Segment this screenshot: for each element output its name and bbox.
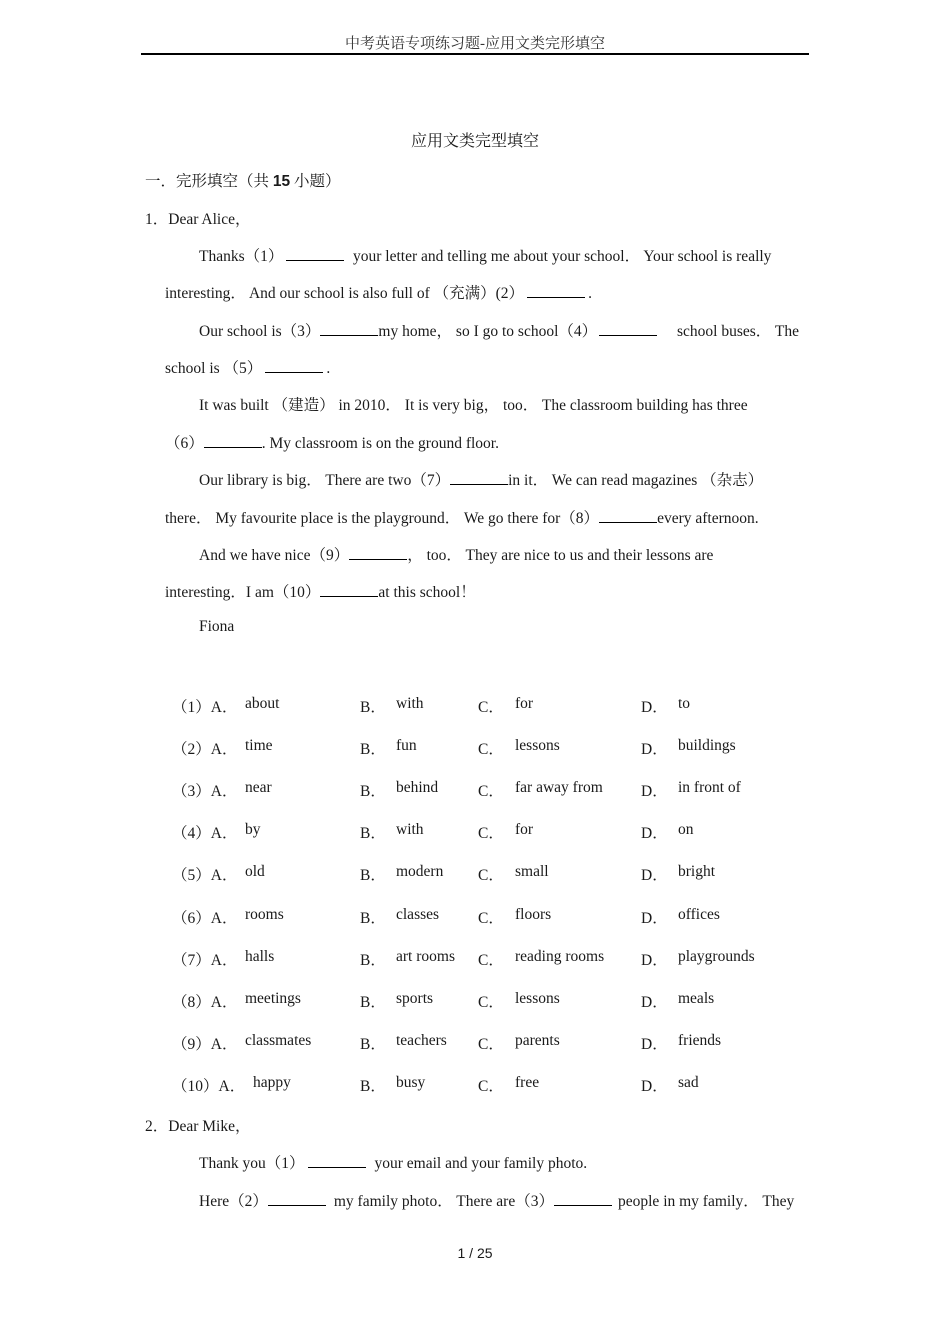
option-2-dl: D．: [641, 741, 668, 759]
option-6-cl: C．: [478, 909, 504, 927]
option-2-bl: B．: [360, 741, 386, 759]
option-1-b[interactable]: with: [396, 695, 424, 712]
option-8-b[interactable]: sports: [396, 989, 434, 1007]
option-9-cl: C．: [478, 1035, 504, 1053]
option-1-cl: C．: [478, 699, 504, 716]
option-10-c[interactable]: free: [515, 1073, 540, 1091]
option-9-dl: D．: [641, 1035, 668, 1053]
option-6-num: （6）A．: [172, 909, 238, 927]
option-10-a[interactable]: happy: [253, 1073, 291, 1091]
document-title: 应用文类完型填空: [410, 133, 539, 150]
option-7-dl: D．: [641, 951, 668, 969]
q1-para2-line1: [199, 319, 665, 341]
option-9-num: （9）A．: [172, 1035, 238, 1053]
option-10-num: （10）A．: [172, 1077, 246, 1095]
page-header-title: 中考英语专项练习题-应用文类完形填空: [345, 36, 605, 52]
blank-6[interactable]: [204, 446, 262, 448]
option-1-dl: D．: [641, 699, 668, 716]
option-6-d[interactable]: offices: [678, 905, 720, 923]
option-8-dl: D．: [641, 993, 668, 1011]
option-9-bl: B．: [360, 1035, 386, 1053]
option-5-dl: D．: [641, 867, 668, 885]
option-2-cl: C．: [478, 741, 504, 759]
q1-text: Thanks（1）: [199, 248, 284, 265]
q2-greeting: 2．Dear Mike，: [145, 1118, 251, 1135]
section-suffix: 小题）: [294, 173, 341, 190]
q2-para2: [199, 1189, 620, 1211]
header-divider: [141, 53, 809, 55]
option-5-a[interactable]: old: [245, 863, 265, 881]
q1-text: my home， so I go to school（4）: [378, 323, 598, 340]
option-7-cl: C．: [478, 951, 504, 969]
blank-1[interactable]: [286, 259, 344, 261]
option-6-c[interactable]: floors: [515, 905, 552, 923]
option-4-dl: D．: [641, 825, 668, 843]
option-7-num: （7）A．: [172, 951, 238, 969]
q1-text: interesting．I am（10）: [165, 584, 321, 601]
option-9-a[interactable]: classmates: [245, 1031, 312, 1049]
q1-text: in it． We can read magazines （杂志）: [508, 472, 764, 489]
option-3-b[interactable]: behind: [396, 779, 439, 797]
blank-q2-1[interactable]: [308, 1166, 366, 1168]
q1-text: .: [588, 285, 592, 302]
option-8-bl: B．: [360, 993, 386, 1011]
option-4-num: （4）A．: [172, 825, 238, 843]
option-3-d[interactable]: in front of: [678, 779, 741, 797]
option-9-b[interactable]: teachers: [396, 1031, 447, 1049]
blank-7[interactable]: [450, 483, 508, 485]
q2-text: Thank you（1）: [199, 1155, 305, 1172]
q2-text: your email and your family photo.: [374, 1155, 588, 1172]
option-3-cl: C．: [478, 783, 504, 801]
option-4-cl: C．: [478, 825, 504, 843]
q1-text: interesting． And our school is also full of （充满）(2）: [165, 285, 525, 302]
option-4-a[interactable]: by: [245, 821, 261, 839]
q1-para2-line1-cont: school buses． The: [677, 323, 799, 340]
q1-para5-line1: [199, 543, 713, 565]
option-3-c[interactable]: far away from: [515, 779, 603, 797]
option-8-a[interactable]: meetings: [245, 989, 301, 1007]
option-1-bl: B．: [360, 699, 386, 716]
option-6-bl: B．: [360, 909, 386, 927]
option-2-b[interactable]: fun: [396, 737, 417, 755]
blank-8[interactable]: [599, 521, 657, 523]
q1-text: there． My favourite place is the playground． We go there for（8）: [165, 510, 600, 527]
option-5-b[interactable]: modern: [396, 863, 444, 881]
option-5-bl: B．: [360, 867, 386, 885]
option-6-dl: D．: [641, 909, 668, 927]
option-7-d[interactable]: playgrounds: [678, 947, 755, 965]
page-number: 1 / 25: [457, 1245, 493, 1261]
q1-text: every afternoon.: [657, 510, 759, 527]
option-3-num: （3）A．: [172, 783, 238, 801]
option-7-c[interactable]: reading rooms: [515, 947, 605, 965]
q1-text: ， too． They are nice to us and their lessons are: [407, 547, 714, 564]
option-9-d[interactable]: friends: [678, 1031, 722, 1049]
blank-4[interactable]: [599, 334, 657, 336]
blank-q2-2[interactable]: [268, 1204, 326, 1206]
q1-text: school is （5）: [165, 360, 263, 377]
option-2-c[interactable]: lessons: [515, 737, 560, 755]
option-1-c[interactable]: for: [515, 695, 534, 712]
q1-text: （6）: [165, 435, 204, 452]
section-heading: [145, 169, 341, 191]
blank-3[interactable]: [320, 334, 378, 336]
option-10-d[interactable]: sad: [678, 1073, 699, 1091]
option-8-c[interactable]: lessons: [515, 989, 560, 1007]
option-7-bl: B．: [360, 951, 386, 969]
q1-para2-line2: [165, 356, 330, 378]
blank-9[interactable]: [349, 558, 407, 560]
option-3-bl: B．: [360, 783, 386, 801]
option-4-d[interactable]: on: [678, 821, 694, 839]
q1-para1-line1: [199, 244, 347, 266]
option-7-a[interactable]: halls: [245, 947, 275, 965]
section-count: 15: [272, 173, 291, 190]
q2-text: Here（2）: [199, 1193, 268, 1210]
q1-signature: Fiona: [199, 618, 235, 635]
q1-text: at this school！: [378, 584, 476, 601]
blank-10[interactable]: [320, 595, 378, 597]
q1-para1-line1-cont: your letter and telling me about your school． Your school is really: [353, 248, 772, 265]
section-prefix: 一．完形填空（共: [145, 173, 270, 190]
q1-para4-line2: [165, 506, 759, 528]
blank-2[interactable]: [527, 296, 585, 298]
option-2-num: （2）A．: [172, 741, 238, 759]
option-10-cl: C．: [478, 1077, 504, 1095]
option-8-d[interactable]: meals: [678, 989, 715, 1007]
option-2-a[interactable]: time: [245, 737, 273, 755]
option-8-num: （8）A．: [172, 993, 238, 1011]
q1-para3-line1: It was built （建造） in 2010． It is very big， too． The classroom building has three: [199, 397, 748, 414]
q1-text: Our library is big． There are two（7）: [199, 472, 451, 489]
q1-para5-line2: [165, 580, 476, 602]
q1-para4-line1: [199, 468, 763, 490]
q1-para1-line2: [165, 281, 592, 303]
option-1-a[interactable]: about: [245, 695, 280, 712]
q1-text: Our school is（3）: [199, 323, 321, 340]
option-3-dl: D．: [641, 783, 668, 801]
option-3-a[interactable]: near: [245, 779, 272, 797]
option-4-b[interactable]: with: [396, 821, 424, 839]
q1-text: .: [326, 360, 331, 377]
q1-para3-line2: [165, 431, 499, 453]
q2-text: my family photo． There are（3）: [333, 1193, 554, 1210]
option-1-d[interactable]: to: [678, 695, 691, 712]
option-6-b[interactable]: classes: [396, 905, 440, 923]
q1-greeting: 1．Dear Alice，: [145, 211, 251, 228]
option-9-c[interactable]: parents: [515, 1031, 560, 1049]
option-5-num: （5）A．: [172, 867, 238, 885]
option-5-cl: C．: [478, 867, 504, 885]
option-5-c[interactable]: small: [515, 863, 549, 881]
q2-para1: [199, 1151, 587, 1173]
q2-para2-cont: people in my family． They: [618, 1193, 795, 1210]
blank-q2-3[interactable]: [554, 1204, 612, 1206]
option-2-d[interactable]: buildings: [678, 737, 736, 755]
option-6-a[interactable]: rooms: [245, 905, 284, 923]
blank-5[interactable]: [265, 371, 323, 373]
option-10-b[interactable]: busy: [396, 1073, 426, 1091]
option-8-cl: C．: [478, 993, 504, 1011]
option-7-b[interactable]: art rooms: [396, 947, 455, 965]
option-10-dl: D．: [641, 1077, 668, 1095]
q1-text: And we have nice（9）: [199, 547, 350, 564]
option-5-d[interactable]: bright: [678, 863, 716, 881]
option-1-num: （1）A．: [172, 699, 238, 716]
option-4-bl: B．: [360, 825, 386, 843]
option-10-bl: B．: [360, 1077, 386, 1095]
option-4-c[interactable]: for: [515, 821, 534, 839]
q1-text: . My classroom is on the ground floor.: [261, 435, 499, 452]
